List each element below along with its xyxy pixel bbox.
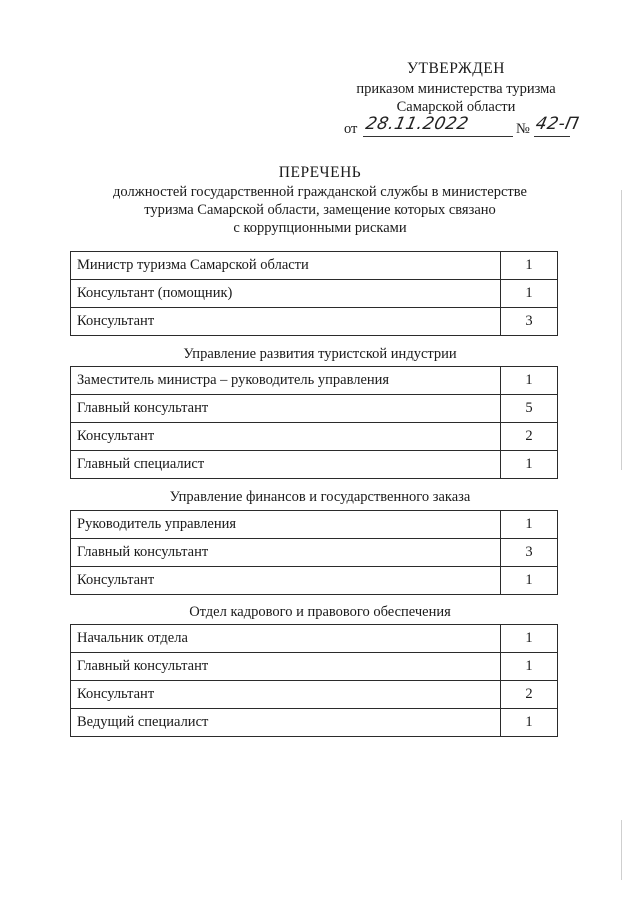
handwritten-number: 42-П bbox=[533, 114, 581, 134]
positions-table-tourism-industry bbox=[70, 366, 558, 479]
position-cell: Заместитель министра – руководитель управления bbox=[71, 367, 501, 395]
table-row bbox=[71, 367, 558, 395]
approval-date-line bbox=[336, 114, 581, 140]
number-underline bbox=[534, 136, 570, 137]
position-cell: Консультант bbox=[71, 567, 501, 595]
title-line-2: туризма Самарской области, замещение которых связано bbox=[144, 202, 496, 218]
document-title bbox=[60, 164, 580, 237]
title-heading: ПЕРЕЧЕНЬ bbox=[278, 164, 362, 181]
position-cell: Консультант bbox=[71, 308, 501, 336]
title-line-1: должностей государственной гражданской службы в министерстве bbox=[113, 184, 527, 200]
table-row bbox=[71, 539, 558, 567]
date-label: от bbox=[344, 121, 358, 137]
position-cell: Главный консультант bbox=[71, 539, 501, 567]
approval-line-1: приказом министерства туризма bbox=[356, 81, 556, 97]
approval-heading: УТВЕРЖДЕН bbox=[407, 60, 505, 77]
table-row bbox=[71, 280, 558, 308]
count-cell: 1 bbox=[501, 511, 558, 539]
position-cell: Консультант (помощник) bbox=[71, 280, 501, 308]
table-row bbox=[71, 423, 558, 451]
count-cell: 1 bbox=[501, 451, 558, 479]
count-cell: 1 bbox=[501, 252, 558, 280]
position-cell: Ведущий специалист bbox=[71, 709, 501, 737]
scan-edge-mark bbox=[621, 820, 622, 880]
count-cell: 1 bbox=[501, 367, 558, 395]
handwritten-date: 28.11.2022 bbox=[363, 114, 471, 134]
table-row bbox=[71, 709, 558, 737]
table-row bbox=[71, 625, 558, 653]
count-cell: 1 bbox=[501, 653, 558, 681]
positions-table-hr-legal bbox=[70, 624, 558, 737]
count-cell: 1 bbox=[501, 709, 558, 737]
table-row bbox=[71, 252, 558, 280]
count-cell: 2 bbox=[501, 681, 558, 709]
table-row bbox=[71, 395, 558, 423]
count-cell: 1 bbox=[501, 625, 558, 653]
section-heading-tourism-industry: Управление развития туристской индустрии bbox=[183, 346, 457, 362]
section-heading-hr-legal: Отдел кадрового и правового обеспечения bbox=[189, 604, 451, 620]
positions-table-general bbox=[70, 251, 558, 336]
position-cell: Руководитель управления bbox=[71, 511, 501, 539]
position-cell: Главный консультант bbox=[71, 653, 501, 681]
table-row bbox=[71, 511, 558, 539]
position-cell: Консультант bbox=[71, 681, 501, 709]
date-underline bbox=[363, 136, 513, 137]
table-row bbox=[71, 308, 558, 336]
section-heading-finance: Управление финансов и государственного заказа bbox=[169, 489, 471, 505]
approval-block bbox=[336, 60, 581, 140]
approval-line-2: Самарской области bbox=[396, 99, 516, 115]
position-cell: Министр туризма Самарской области bbox=[71, 252, 501, 280]
table-row bbox=[71, 567, 558, 595]
position-cell: Консультант bbox=[71, 423, 501, 451]
count-cell: 2 bbox=[501, 423, 558, 451]
position-cell: Главный консультант bbox=[71, 395, 501, 423]
position-cell: Главный специалист bbox=[71, 451, 501, 479]
count-cell: 1 bbox=[501, 567, 558, 595]
positions-table-finance bbox=[70, 510, 558, 595]
count-cell: 3 bbox=[501, 539, 558, 567]
count-cell: 3 bbox=[501, 308, 558, 336]
count-cell: 5 bbox=[501, 395, 558, 423]
number-label: № bbox=[516, 121, 530, 137]
position-cell: Начальник отдела bbox=[71, 625, 501, 653]
table-row bbox=[71, 653, 558, 681]
scan-edge-mark bbox=[621, 190, 622, 470]
count-cell: 1 bbox=[501, 280, 558, 308]
table-row bbox=[71, 681, 558, 709]
title-line-3: с коррупционными рисками bbox=[233, 220, 407, 236]
table-row bbox=[71, 451, 558, 479]
